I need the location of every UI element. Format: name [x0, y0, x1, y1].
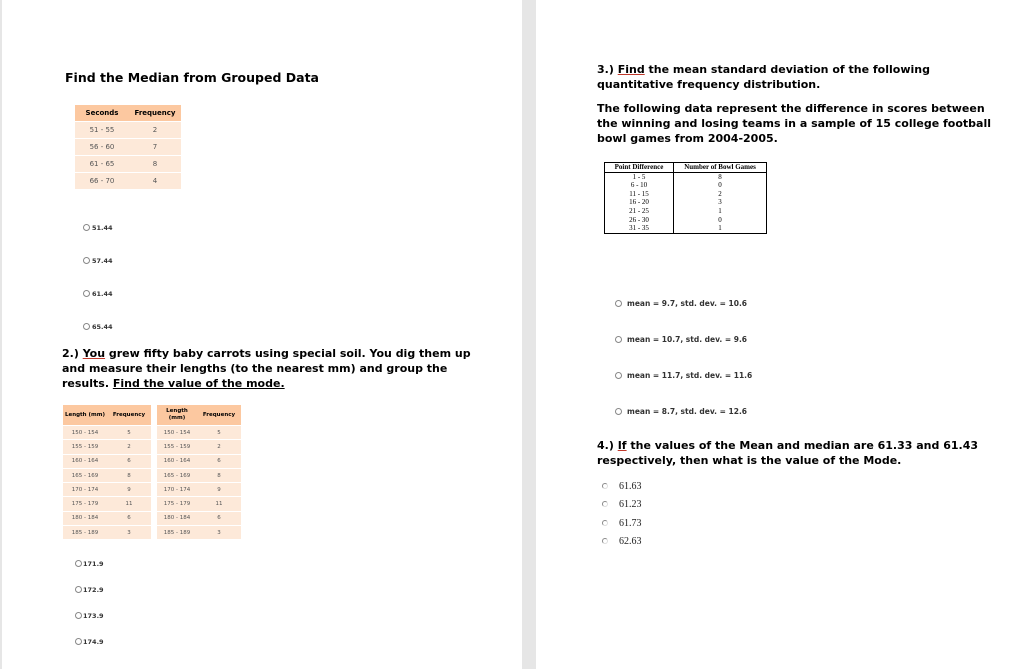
table-row [75, 173, 181, 190]
q2-option-2-radio[interactable] [75, 586, 82, 593]
q3-option-4-label[interactable]: mean = 8.7, std. dev. = 12.6 [627, 407, 748, 416]
table-row [63, 454, 241, 468]
table-cell: 5 [197, 426, 241, 440]
table-cell: 9 [107, 483, 151, 497]
table-cell: 2 [129, 122, 181, 139]
q4-option-2-radio[interactable] [602, 501, 608, 507]
q4-lead-word: If [617, 439, 627, 452]
q3-text: the mean standard deviation of the following quantitative frequency distribution. [597, 63, 930, 91]
q1-option-3-radio[interactable] [83, 290, 90, 297]
q2-option-4-label[interactable]: 174.9 [83, 638, 104, 646]
q3-option-1-radio[interactable] [615, 300, 622, 307]
table-row [63, 440, 241, 454]
q3-number: 3.) [597, 63, 618, 76]
q1-option-3-label[interactable]: 61.44 [92, 290, 113, 298]
table-cell: 1 [718, 206, 722, 215]
table-row [605, 224, 767, 233]
table-cell: 2 [197, 440, 241, 454]
q3-option-2-label[interactable]: mean = 10.7, std. dev. = 9.6 [627, 335, 748, 344]
table-row [63, 497, 241, 511]
table-cell: 0 [718, 181, 722, 190]
table-row [75, 122, 181, 139]
table-row [75, 156, 181, 173]
table-cell: 4 [129, 173, 181, 190]
q2-header-frequency-dup: Frequency [197, 405, 241, 426]
q1-option-1-label[interactable]: 51.44 [92, 224, 113, 232]
q1-option-1-radio[interactable] [83, 224, 90, 231]
table-cell: 16 - 20 [605, 198, 674, 207]
table-cell: 2 [718, 189, 722, 198]
q4-number: 4.) [597, 439, 618, 452]
table-cell: 51 - 55 [75, 122, 129, 139]
table-row [63, 526, 241, 540]
q3-header-point-difference: Point Difference [605, 163, 674, 173]
table-cell: 150 - 154 [157, 426, 197, 440]
q4-option-3-radio[interactable] [602, 520, 608, 526]
table-cell: 6 [197, 511, 241, 525]
table-cell: 8 [107, 468, 151, 482]
table-row [63, 426, 241, 440]
table-cell: 0 [718, 215, 722, 224]
table-cell: 11 - 15 [605, 190, 674, 199]
table-cell: 165 - 169 [63, 468, 107, 482]
table-row [605, 207, 767, 216]
q4-option-4-label[interactable]: 62.63 [619, 536, 642, 547]
table-cell: 8 [197, 468, 241, 482]
q2-lead-word: You [82, 347, 106, 360]
q3-option-3-radio[interactable] [615, 372, 622, 379]
q1-header-frequency: Frequency [129, 105, 181, 122]
table-cell: 7 [129, 139, 181, 156]
q4-text: the values of the Mean and median are 61.33 and 61.43 respectively, then what is the value of the Mode. [597, 439, 978, 467]
table-cell: 1 - 5 [605, 172, 674, 181]
table-cell: 6 - 10 [605, 181, 674, 190]
table-cell: 61 - 65 [75, 156, 129, 173]
table-row [75, 139, 181, 156]
table-cell: 5 [107, 426, 151, 440]
table-row [605, 181, 767, 190]
table-row [63, 511, 241, 525]
q4-question [597, 438, 1007, 468]
q2-header-length: Length (mm) [63, 405, 107, 426]
q3-description: The following data represent the difference in scores between the winning and losing teams in a sample of 15 college football bowl games from 2004-2005. [597, 102, 991, 145]
q2-table [63, 405, 241, 539]
table-cell: 175 - 179 [63, 497, 107, 511]
table-cell: 6 [197, 454, 241, 468]
q3-question [597, 62, 997, 92]
q2-option-3-label[interactable]: 173.9 [83, 612, 104, 620]
table-cell: 8 [718, 172, 722, 181]
q2-text: grew fifty baby carrots using special soil. You dig them up and measure their lengths (to the nearest mm) and group the results. [62, 347, 471, 390]
q1-table [75, 105, 181, 189]
table-cell: 165 - 169 [157, 468, 197, 482]
table-cell: 185 - 189 [63, 526, 107, 540]
q3-lead-word: Find [617, 63, 645, 76]
q1-option-4-radio[interactable] [83, 323, 90, 330]
table-cell: 6 [107, 454, 151, 468]
table-cell: 185 - 189 [157, 526, 197, 540]
table-cell: 8 [129, 156, 181, 173]
table-cell: 155 - 159 [157, 440, 197, 454]
table-row [63, 483, 241, 497]
q2-option-2-label[interactable]: 172.9 [83, 586, 104, 594]
q2-header-length-dup: Length (mm) [157, 405, 197, 426]
q1-option-2-label[interactable]: 57.44 [92, 257, 113, 265]
table-row [605, 190, 767, 199]
table-cell: 175 - 179 [157, 497, 197, 511]
table-cell: 170 - 174 [63, 483, 107, 497]
table-cell: 155 - 159 [63, 440, 107, 454]
table-row [605, 216, 767, 225]
table-cell: 3 [107, 526, 151, 540]
q1-title: Find the Median from Grouped Data [65, 70, 319, 85]
q1-option-2-radio[interactable] [83, 257, 90, 264]
q4-option-3-label[interactable]: 61.73 [619, 518, 642, 529]
q4-option-4-radio[interactable] [602, 538, 608, 544]
table-cell: 11 [107, 497, 151, 511]
table-cell: 160 - 164 [63, 454, 107, 468]
q1-header-seconds: Seconds [75, 105, 129, 122]
q2-question [62, 346, 482, 391]
table-cell: 3 [197, 526, 241, 540]
q2-option-1-label[interactable]: 171.9 [83, 560, 104, 568]
q4-option-1-radio[interactable] [602, 483, 608, 489]
table-row [605, 172, 767, 181]
q2-number: 2.) [62, 347, 83, 360]
table-cell: 26 - 30 [605, 216, 674, 225]
q2-option-3-radio[interactable] [75, 612, 82, 619]
table-cell: 66 - 70 [75, 173, 129, 190]
right-page [536, 0, 1024, 669]
table-row [605, 198, 767, 207]
q2-option-4-radio[interactable] [75, 638, 82, 645]
q1-option-4-label[interactable]: 65.44 [92, 323, 113, 331]
table-cell: 2 [107, 440, 151, 454]
table-cell: 180 - 184 [157, 511, 197, 525]
q4-option-1-label[interactable]: 61.63 [619, 481, 642, 492]
table-cell: 1 [718, 224, 722, 233]
table-cell: 150 - 154 [63, 426, 107, 440]
q2-option-1-radio[interactable] [75, 560, 82, 567]
table-cell: 11 [197, 497, 241, 511]
table-cell: 160 - 164 [157, 454, 197, 468]
q3-header-bowl-games: Number of Bowl Games [674, 163, 767, 173]
table-cell: 3 [718, 198, 722, 207]
table-cell: 180 - 184 [63, 511, 107, 525]
q4-option-2-label[interactable]: 61.23 [619, 499, 642, 510]
q3-table [604, 162, 767, 234]
table-cell: 9 [197, 483, 241, 497]
table-cell: 170 - 174 [157, 483, 197, 497]
q3-option-3-label[interactable]: mean = 11.7, std. dev. = 11.6 [627, 371, 753, 380]
table-cell: 56 - 60 [75, 139, 129, 156]
table-row [63, 468, 241, 482]
table-cell: 21 - 25 [605, 207, 674, 216]
q3-option-1-label[interactable]: mean = 9.7, std. dev. = 10.6 [627, 299, 748, 308]
q2-task: Find the value of the mode. [112, 377, 285, 390]
q2-header-frequency: Frequency [107, 405, 151, 426]
q3-option-4-radio[interactable] [615, 408, 622, 415]
table-cell: 31 - 35 [605, 224, 674, 233]
table-cell: 6 [107, 511, 151, 525]
left-page [2, 0, 522, 669]
q3-option-2-radio[interactable] [615, 336, 622, 343]
